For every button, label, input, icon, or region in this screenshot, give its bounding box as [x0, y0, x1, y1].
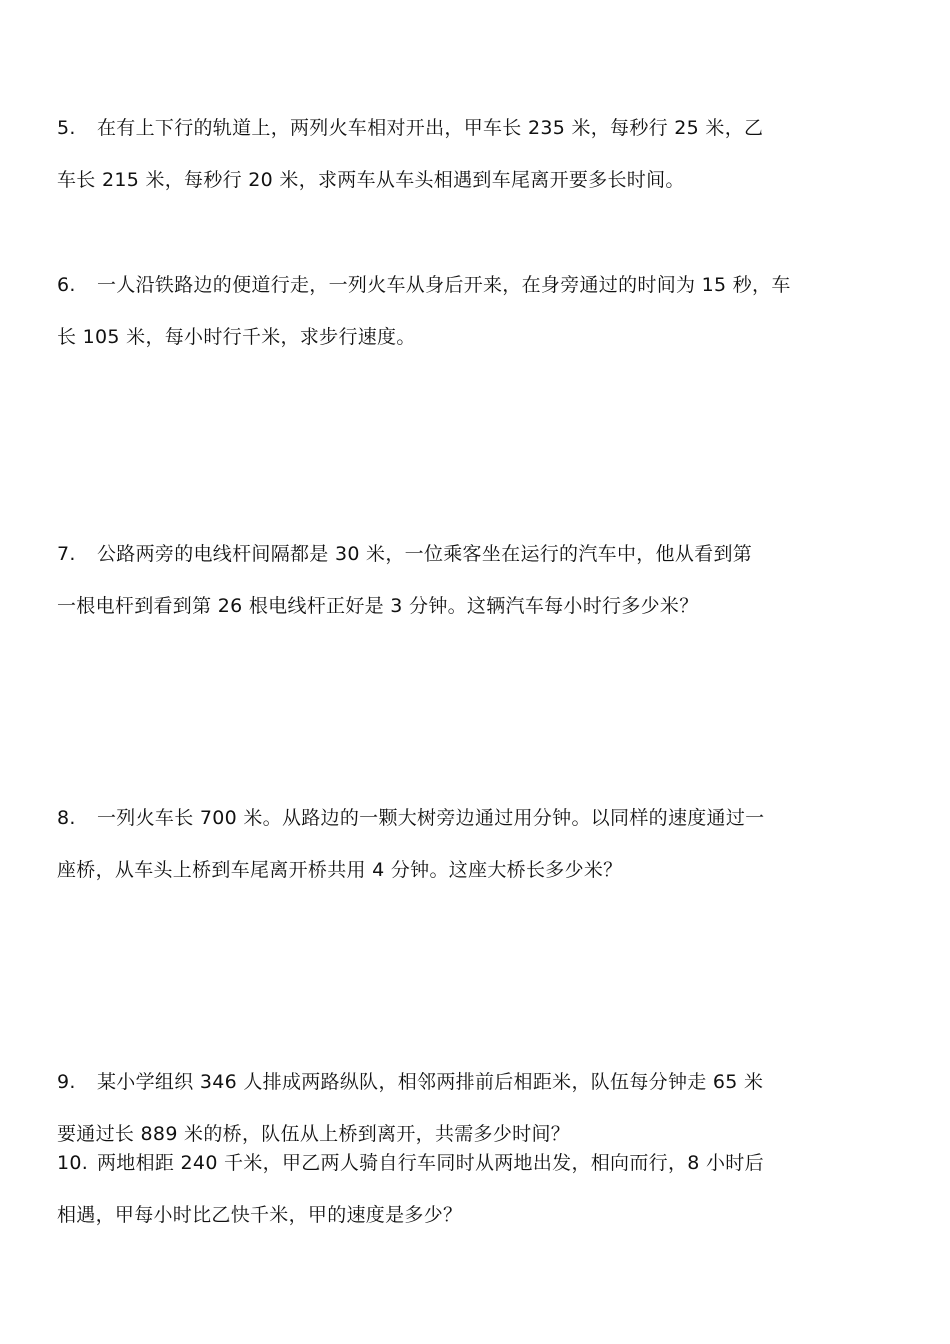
problem-10-text-2: 相遇，甲每小时比乙快千米，甲的速度是多少？: [57, 1204, 463, 1226]
problem-9-line-1: [57, 1070, 763, 1094]
problem-10-line-1: [57, 1151, 764, 1175]
problem-9-text-1: 某小学组织 346 人排成两路纵队，相邻两排前后相距米，队伍每分钟走 65 米: [97, 1071, 764, 1093]
problem-7-line-2: [57, 594, 699, 618]
problem-5-text-1: 在有上下行的轨道上，两列火车相对开出，甲车长 235 米，每秒行 25 米，乙: [97, 117, 764, 139]
problem-6-number: 6.: [57, 274, 76, 296]
problem-8-number: 8.: [57, 807, 76, 829]
problem-5-line-2: [57, 168, 685, 192]
problem-6-line-1: [57, 273, 791, 297]
problem-6-text-2: 长 105 米，每小时行千米，求步行速度。: [57, 326, 416, 348]
problem-8-text-1: 一列火车长 700 米。从路边的一颗大树旁边通过用分钟。以同样的速度通过一: [97, 807, 765, 829]
problem-7-number: 7.: [57, 543, 76, 565]
problem-8-line-1: [57, 806, 764, 830]
problem-10-text-1: 两地相距 240 千米，甲乙两人骑自行车同时从两地出发，相向而行，8 小时后: [97, 1152, 764, 1174]
problem-10-line-2: [57, 1203, 462, 1227]
problem-7-text-1: 公路两旁的电线杆间隔都是 30 米，一位乘客坐在运行的汽车中，他从看到第: [97, 543, 753, 565]
problem-7-line-1: [57, 542, 752, 566]
problem-5-line-1: [57, 116, 763, 140]
problem-9-line-2: [57, 1122, 570, 1146]
problem-6-line-2: [57, 325, 416, 349]
problem-9-number: 9.: [57, 1071, 76, 1093]
problem-7-text-2: 一根电杆到看到第 26 根电线杆正好是 3 分钟。这辆汽车每小时行多少米？: [57, 595, 699, 617]
problem-6-text-1: 一人沿铁路边的便道行走，一列火车从身后开来，在身旁通过的时间为 15 秒，车: [97, 274, 791, 296]
problem-9-text-2: 要通过长 889 米的桥，队伍从上桥到离开，共需多少时间？: [57, 1123, 571, 1145]
problem-8-text-2: 座桥，从车头上桥到车尾离开桥共用 4 分钟。这座大桥长多少米？: [57, 859, 623, 881]
problem-5-text-2: 车长 215 米，每秒行 20 米，求两车从车头相遇到车尾离开要多长时间。: [57, 169, 685, 191]
problem-8-line-2: [57, 858, 622, 882]
problem-5-number: 5.: [57, 117, 76, 139]
problem-10-number: 10.: [57, 1152, 89, 1174]
